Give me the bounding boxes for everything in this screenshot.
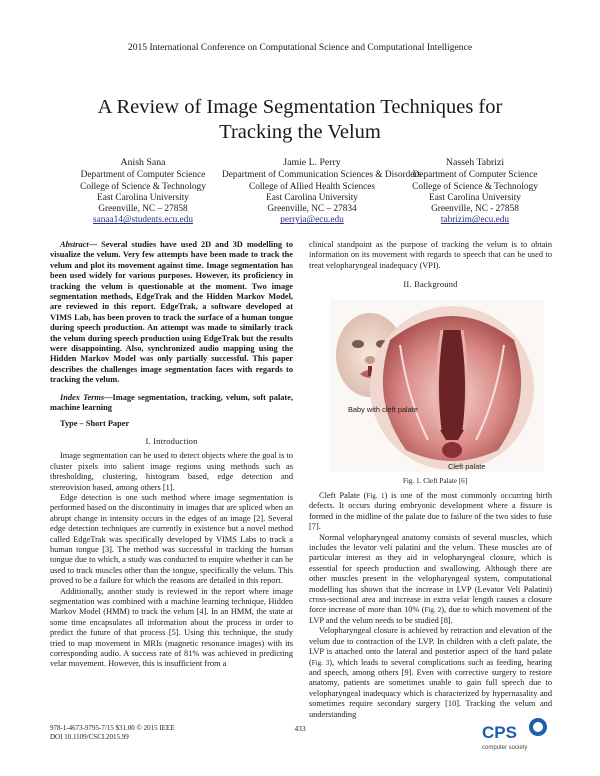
figure-label-cleft: Cleft palate [448, 462, 486, 471]
figure-reference-link[interactable]: Fig. 3 [311, 658, 330, 667]
index-terms [50, 393, 293, 414]
footer-isbn: 978-1-4673-9795-7/15 $31.00 © 2015 IEEE [50, 724, 175, 732]
cps-logo-subtext: computer society [482, 745, 528, 751]
author-college: College of Science & Technology [80, 181, 206, 192]
index-terms-label: Index Terms [60, 392, 105, 402]
paragraph: Edge detection is one such method where image segmentation is performed based on the discontinuity in images that are spliced when an abrupt change in intensity occurs in the edges of an image [2]. Several edge detection techniques are currently in existence but a novel method called EdgeTrak was specifically developed by VIMS Labs to track a human tongue [3]. The method was successful in tracking the human tongue due to which, a study was conducted to enquire whether it can be used to track muscles other than the tongue, specifically the velum. This proved to be a failure for which the reasons are detailed in this report. [50, 492, 293, 586]
author-university: East Carolina University [266, 192, 358, 203]
author-city: Greenville, NC - 27858 [431, 204, 519, 215]
text-span: ) is one of the most commonly occurring birth defects. It occurs during embryonic development where a fissure is formed in the midline of the palate due to failure of the two sides to fuse [7]. [309, 491, 552, 532]
abstract-text: — Several studies have used 2D and 3D modelling to visualize the velum. Very few attempts have been made to track the velum and plot its movement against time. Image segmentation has been used widely for various purposes. However, its proficiency in tracking the velum is questionable at the moment. Two image segmentation methods, EdgeTrak and the Hidden Markov Model, are reviewed in this report. EdgeTrak, a software developed at VIMS Lab, has been proven to track the surface of a human tongue during speech production. An attempt was made to similarly track the velum during speech production using EdgeTrak but the results were disappointing. Also, synchronized audio mapping using the Hidden Markov Model was only partially successful. This paper describes the challenges image segmentation faces with regards to tracking the velum. [50, 240, 293, 385]
paragraph [309, 626, 552, 720]
text-span: ), which leads to several complications such as feeding, hearing and speech, among others [9]. Even with corrective surgery to restore anatomy, patients are sometimes unable to gain full speech due to velopharyngeal inadequacy which is characterized by hypernasality and sometimes require secondary surgery [10]. Tracking the velum and understanding [309, 657, 552, 719]
paragraph [309, 491, 552, 533]
cps-logo [480, 716, 550, 756]
paragraph: Additionally, another study is reviewed in the report where image segmentation was combined with a machine learning technique, Hidden Markov Model (HMM) to track the velum [4]. In an HMM, the state at some time encapsulates all information about the process in order to predict the future of that process [5]. Using this technique, the study tried to map movement in MRIs (magnetic resonance images) with its corresponding audio. A success rate of 81% was achieved in predicting velar movement. However, this is insufficient from a [50, 586, 293, 669]
author-college: College of Science & Technology [412, 181, 538, 192]
page-number: 433 [294, 724, 306, 733]
index-terms-text: —Image segmentation, tracking, velum, soft palate, machine learning [50, 392, 294, 413]
left-column [50, 240, 293, 670]
title-line-1: A Review of Image Segmentation Techniques for [97, 96, 503, 118]
right-column-bottom [309, 491, 552, 720]
author-name: Jamie L. Perry [283, 157, 341, 168]
paper-title [60, 95, 540, 145]
footer-doi: DOI 10.1109/CSCI.2015.99 [50, 733, 129, 741]
text-span: Velopharyngeal closure is achieved by retraction and elevation of the velum due to contraction of the LVP. In children with a cleft palate, the LVP is attached onto the lateral and posterior aspect of the hard palate ( [309, 626, 552, 667]
author-email-link[interactable]: sanaa14@students.ecu.edu [93, 215, 193, 226]
author-name: Anish Sana [120, 157, 166, 168]
abstract [50, 240, 293, 386]
author-city: Greenville, NC – 27834 [267, 204, 357, 215]
author-dept: Department of Computer Science [412, 170, 538, 181]
paragraph: clinical standpoint as the purpose of tracking the velum is to obtain information on its movement with regards to speech that can be used to treat velopharyngeal inadequacy (VPI). [309, 240, 552, 270]
text-span: ), due to which movement of the LVP and the velum needs to be studied [8]. [309, 605, 552, 625]
conference-header: 2015 International Conference on Computational Science and Computational Intelligence [127, 42, 473, 53]
paragraph [309, 533, 552, 627]
figure-label-baby: Baby with cleft palate [348, 405, 418, 414]
author-email-link[interactable]: perryja@ecu.edu [280, 215, 344, 226]
author-1 [68, 157, 218, 227]
author-university: East Carolina University [97, 192, 189, 203]
author-university: East Carolina University [429, 192, 521, 203]
title-line-2: Tracking the Velum [219, 121, 381, 143]
author-city: Greenville, NC – 27858 [98, 204, 188, 215]
author-college: College of Allied Health Sciences [249, 181, 375, 192]
text-span: Normal velopharyngeal anatomy consists of several muscles, which includes the levator veli palatini and the velum. These muscles are of particular interest as they aid in velopharyngeal closure, which is essential for speech production and swallowing. Although there are other muscles present in the velopharyngeal system, computational modelling has shown that the increase in LVP (Levator Veli Palatini) cross-sectional area and increase in extra velar length causes a closure force increase of more than 10% ( [309, 532, 552, 615]
text-span: Cleft Palate ( [319, 491, 367, 500]
right-column-top [309, 240, 552, 295]
palate-illustration [370, 306, 534, 470]
cps-logo-text: CPS [482, 723, 517, 742]
paragraph: Image segmentation can be used to detect objects where the goal is to cluster pixels into salient image regions using methods such as thresholding, clustering, histogram based, edge detection and stereovision based, among others [1]. [50, 451, 293, 492]
figure-reference-link[interactable]: Fig. 1 [366, 492, 385, 500]
author-3 [400, 157, 550, 227]
author-2 [222, 157, 422, 227]
author-dept: Department of Communication Sciences & Disorders [222, 170, 422, 181]
abstract-label: Abstract [60, 240, 89, 249]
cleft-palate-figure [330, 300, 544, 472]
section-heading-background: II. Background [403, 279, 458, 290]
paper-type: Type – Short Paper [60, 418, 130, 428]
author-name: Nasseh Tabrizi [445, 157, 505, 168]
figure-reference-link[interactable]: Fig. 2 [424, 606, 442, 615]
author-dept: Department of Computer Science [80, 170, 206, 181]
figure-caption: Fig. 1. Cleft Palate [6] [402, 477, 468, 485]
author-email-link[interactable]: tabrizim@ecu.edu [440, 215, 510, 226]
section-heading-introduction: I. Introduction [145, 435, 198, 446]
